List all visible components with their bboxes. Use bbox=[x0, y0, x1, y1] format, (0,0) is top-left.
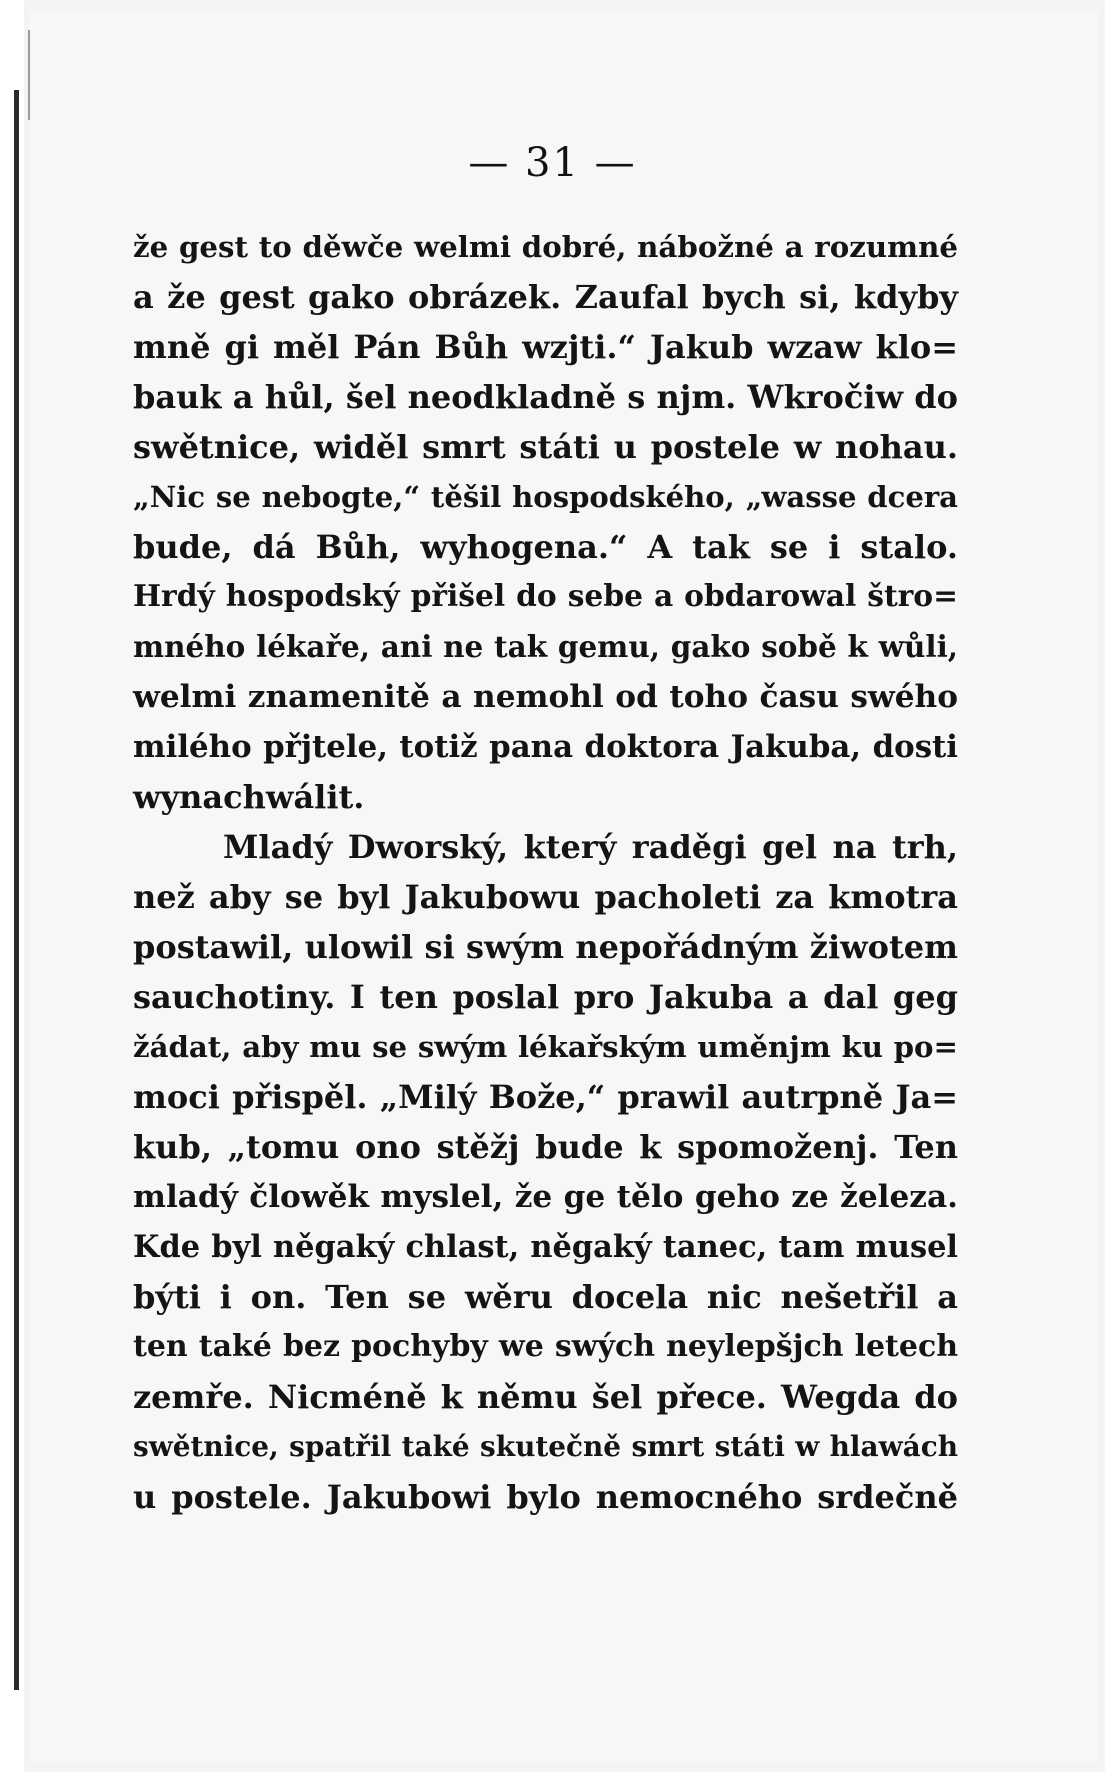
text-line: a že gest gako obrázek. Zaufal bych si, kdyby bbox=[133, 278, 958, 316]
text-line: mného lékaře, ani ne tak gemu, gako sobě k wůli, bbox=[133, 629, 958, 664]
text-line: Mladý Dworský, který raděgi gel na trh, bbox=[223, 828, 958, 866]
text-line: „Nic se nebogte,“ těšil hospodského, „wasse dcera bbox=[133, 480, 958, 514]
text-line: mladý člowěk myslel, že ge tělo geho ze železa. bbox=[133, 1179, 958, 1215]
text-line: u postele. Jakubowi bylo nemocného srdečně bbox=[133, 1478, 958, 1516]
text-line: Hrdý hospodský přišel do sebe a obdarowal štro= bbox=[133, 579, 958, 614]
text-line: milého přjtele, totiž pana doktora Jakuba, dosti bbox=[133, 729, 958, 765]
text-line: než aby se byl Jakubowu pacholeti za kmotra bbox=[133, 878, 958, 916]
text-line: swětnice, widěl smrt státi u postele w nohau. bbox=[133, 428, 958, 466]
binding-edge bbox=[14, 90, 19, 1690]
body-text bbox=[133, 222, 958, 1522]
text-line: swětnice, spatřil také skutečně smrt státi w hlawách bbox=[133, 1430, 958, 1463]
text-line: sauchotiny. I ten poslal pro Jakuba a dal geg bbox=[133, 978, 958, 1016]
text-line: ten také bez pochyby we swých neylepšjch letech bbox=[133, 1329, 958, 1364]
text-line: Kde byl něgaký chlast, něgaký tanec, tam musel bbox=[133, 1229, 958, 1265]
text-line: postawil, ulowil si swým nepořádným žiwotem bbox=[133, 928, 958, 966]
text-line: bauk a hůl, šel neodkladně s njm. Wkročiw do bbox=[133, 378, 958, 416]
text-line: mně gi měl Pán Bůh wzjti.“ Jakub wzaw klo= bbox=[133, 328, 958, 366]
text-line: bude, dá Bůh, wyhogena.“ A tak se i stalo. bbox=[133, 528, 958, 566]
text-line: zemře. Nicméně k němu šel přece. Wegda do bbox=[133, 1378, 958, 1416]
text-line: wynachwálit. bbox=[133, 778, 365, 816]
text-line: kub, „tomu ono stěžj bude k spomoženj. Ten bbox=[133, 1128, 958, 1166]
scan-margin bbox=[0, 0, 24, 1772]
page-number: — 31 — bbox=[468, 140, 637, 186]
text-line: že gest to děwče welmi dobré, nábožné a rozumné bbox=[133, 230, 958, 264]
text-line: žádat, aby mu se swým lékařským uměnjm ku po= bbox=[133, 1030, 958, 1064]
text-line: moci přispěl. „Milý Bože,“ prawil autrpně Ja= bbox=[133, 1078, 958, 1116]
text-line: býti i on. Ten se wěru docela nic nešetřil a bbox=[133, 1278, 958, 1316]
text-line: welmi znamenitě a nemohl od toho času swého bbox=[133, 679, 958, 715]
